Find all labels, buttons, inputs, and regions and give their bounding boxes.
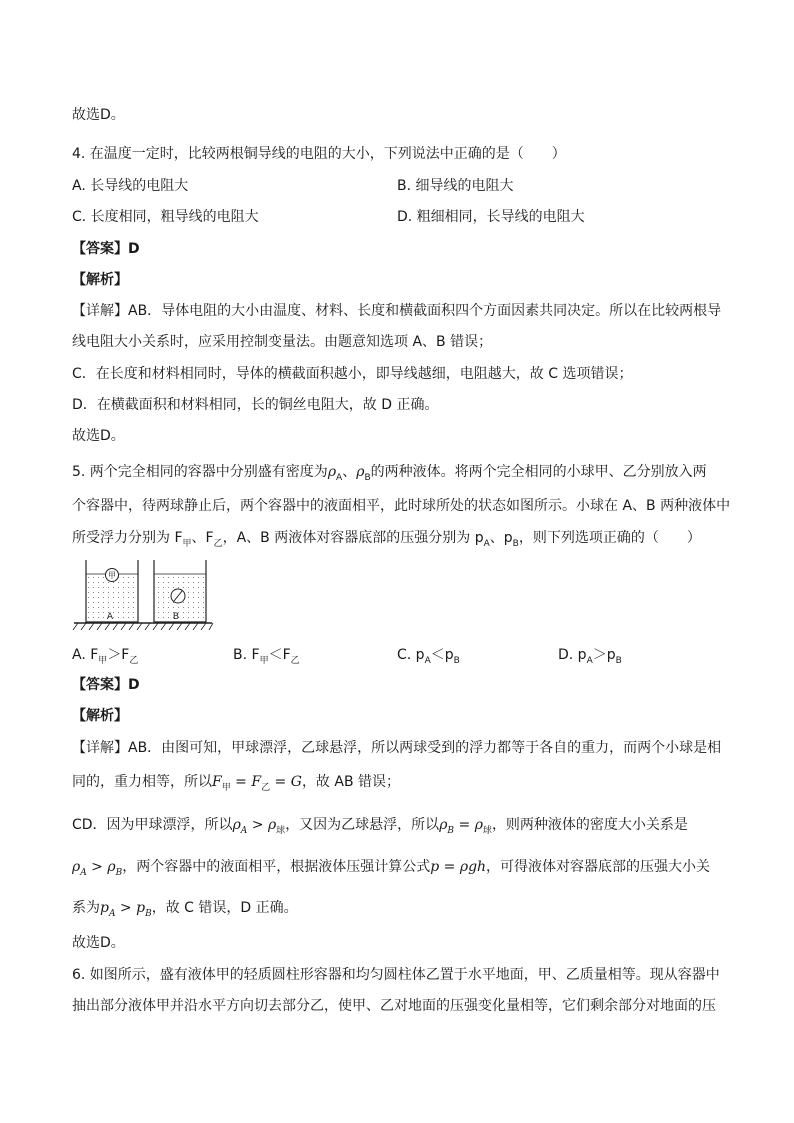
ground	[73, 623, 213, 630]
q5-option-d: D. $p_A>p_B$	[558, 647, 622, 666]
q5-detail-5: 系为$p_A > p_B$，故 C 错误，D 正确。	[72, 900, 298, 919]
q5-option-c: C. $p_A<p_B$	[397, 647, 460, 666]
q4-conclusion: 故选D。	[72, 428, 125, 444]
q4-option-d: D. 粗细相同，长导线的电阻大	[397, 209, 585, 225]
q5-detail-1: 【详解】AB．由图可知，甲球漂浮，乙球悬浮，所以两球受到的浮力都等于各自的重力，而两个小球是相	[72, 740, 722, 756]
ball-jia-label: 甲	[108, 571, 116, 580]
question-6-line-1: 6. 如图所示，盛有液体甲的轻质圆柱形容器和均匀圆柱体乙置于水平地面，甲、乙质量相等。现从容器中	[72, 967, 720, 983]
containers-figure	[72, 556, 214, 634]
q4-option-a: A. 长导线的电阻大	[72, 178, 189, 194]
q4-detail-2: 线电阻大小关系时，应采用控制变量法。由题意知选项 A、B 错误；	[72, 334, 493, 350]
conclusion-line: 故选D。	[72, 107, 125, 123]
question-5-line-3: 所受浮力分别为 $F_甲$、$F_乙$，A、B 两液体对容器底部的压强分别为 $p_A$、$p_B$，则下列选项正确的（ ）	[72, 530, 701, 549]
question-5-line-2: 个容器中，待两球静止后，两个容器中的液面相平，此时球所处的状态如图所示。小球在 A、B 两种液体中	[72, 498, 731, 514]
container-a	[86, 560, 138, 622]
q5-conclusion: 故选D。	[72, 935, 125, 951]
q4-answer: 【答案】D	[72, 241, 140, 257]
liquid-a-label: A	[106, 612, 114, 622]
question-5-line-1: 5. 两个完全相同的容器中分别盛有密度为$\rho_A$、$\rho_B$的两种液体。将两个完全相同的小球甲、乙分别放入两	[72, 464, 707, 483]
q5-detail-3: CD．因为甲球漂浮，所以$\rho_A > \rho_球$，又因为乙球悬浮，所以$\rho_B = \rho_球$，则两种液体的密度大小关系是	[72, 817, 688, 836]
question-4: 4. 在温度一定时，比较两根铜导线的电阻的大小，下列说法中正确的是（ ）	[72, 146, 566, 162]
q5-detail-2: 同的，重力相等，所以$F_甲 = F_乙 = G$，故 AB 错误；	[72, 774, 401, 793]
q5-option-a: A. $F_甲>F_乙$	[72, 647, 139, 666]
q4-detail-1: 【详解】AB．导体电阻的大小由温度、材料、长度和横截面积四个方面因素共同决定。所以在比较两根导	[72, 303, 722, 319]
q5-detail-4: $\rho_A > \rho_B$，两个容器中的液面相平，根据液体压强计算公式p = ρgh，可得液体对容器底部的压强大小关	[72, 859, 711, 878]
q4-detail-3: C．在长度和材料相同时，导体的横截面积越小，即导线越细，电阻越大，故 C 选项错误；	[72, 366, 633, 382]
q4-analysis-heading: 【解析】	[72, 272, 128, 288]
q4-detail-4: D．在横截面积和材料相同，长的铜丝电阻大，故 D 正确。	[72, 397, 439, 413]
container-b	[154, 560, 206, 622]
q5-option-b: B. $F_甲<F_乙$	[233, 647, 300, 666]
q5-answer: 【答案】D	[72, 677, 140, 693]
liquid-b-label: B	[172, 612, 180, 622]
q5-analysis-heading: 【解析】	[72, 708, 128, 724]
q4-option-c: C. 长度相同，粗导线的电阻大	[72, 209, 259, 225]
q4-option-b: B. 细导线的电阻大	[397, 178, 514, 194]
question-6-line-2: 抽出部分液体甲并沿水平方向切去部分乙，使甲、乙对地面的压强变化量相等，它们剩余部分对地面的压	[72, 998, 716, 1014]
